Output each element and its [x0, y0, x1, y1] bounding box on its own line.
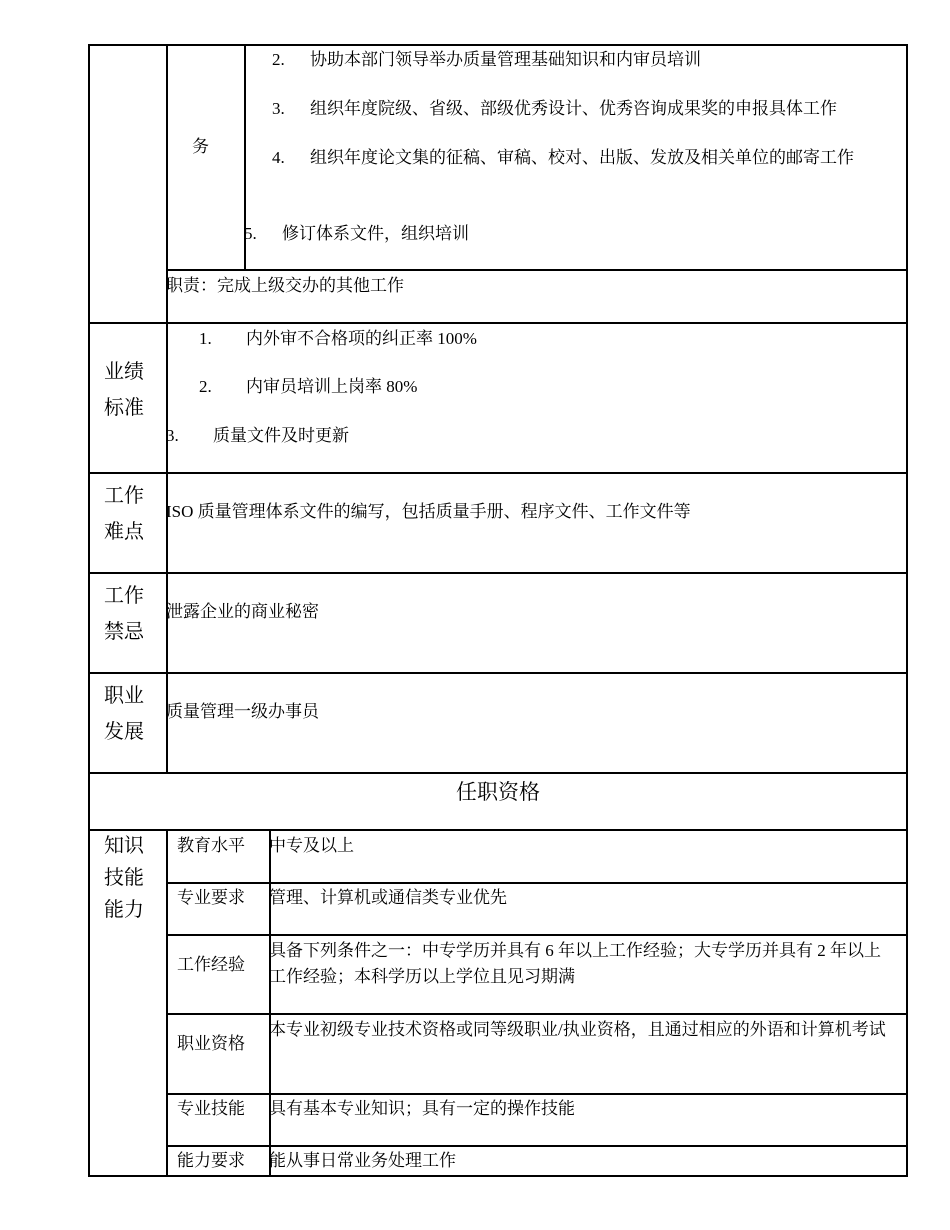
performance-item-text: 内外审不合格项的纠正率 100% [246, 329, 477, 348]
qual-row-value: 管理、计算机或通信类专业优先 [269, 888, 507, 907]
duty-item-text: 组织年度院级、省级、部级优秀设计、优秀咨询成果奖的申报具体工作 [310, 99, 837, 118]
qual-row-label: 专业技能 [177, 1099, 245, 1118]
career-text: 质量管理一级办事员 [166, 702, 319, 721]
row-divider-qual-title [88, 772, 908, 774]
qual-row-value: 具备下列条件之一：中专学历并具有 6 年以上工作经验；大专学历并具有 2 年以上工作经验；本科学历以上学位且见习期满 [269, 941, 881, 986]
table-border-right [906, 44, 908, 1177]
table-border-top [88, 44, 908, 46]
performance-item [166, 426, 349, 446]
taboo-label: 工作禁忌 [104, 585, 144, 643]
row-divider-difficulty [88, 472, 908, 474]
row-divider-career [88, 672, 908, 674]
performance-item-number: 3. [166, 426, 179, 445]
difficulty-text: ISO 质量管理体系文件的编写，包括质量手册、程序文件、工作文件等 [166, 502, 691, 521]
qual-row-label: 能力要求 [177, 1151, 245, 1170]
duties-label: 务 [192, 137, 209, 156]
qual-row-label: 职业资格 [177, 1034, 245, 1053]
qual-row-value: 具有基本专业知识；具有一定的操作技能 [269, 1099, 575, 1118]
qual-row-label: 专业要求 [177, 888, 245, 907]
difficulty-label: 工作难点 [104, 485, 144, 543]
performance-item-text: 内审员培训上岗率 80% [246, 377, 418, 396]
qual-row-value: 中专及以上 [269, 836, 354, 855]
duty-item-number: 3. [272, 99, 285, 118]
qual-row-divider-1 [166, 882, 907, 884]
qual-row-value: 能从事日常业务处理工作 [269, 1151, 456, 1170]
duty-item [244, 224, 469, 244]
performance-label: 业绩标准 [104, 361, 144, 419]
taboo-text: 泄露企业的商业秘密 [166, 602, 319, 621]
row-divider-taboo [88, 572, 908, 574]
duty-item [272, 145, 894, 171]
duty-item-text: 组织年度论文集的征稿、审稿、校对、出版、发放及相关单位的邮寄工作 [310, 148, 854, 167]
table-border-left [88, 44, 90, 1177]
duty-other-text: 职责：完成上级交办的其他工作 [166, 276, 404, 295]
row-divider-performance [88, 322, 908, 324]
table-border-bottom [88, 1175, 908, 1177]
row-divider-qual-start [88, 829, 908, 831]
duty-other-divider [166, 269, 907, 271]
performance-item [199, 329, 477, 349]
performance-item-number: 2. [199, 377, 212, 396]
duty-item [272, 99, 837, 119]
qualification-side-label: 知识技能能力 [104, 835, 144, 921]
label-column-divider [166, 44, 168, 774]
duty-item [272, 50, 701, 70]
qual-row-divider-4 [166, 1093, 907, 1095]
duty-item-text: 修订体系文件，组织培训 [282, 224, 469, 243]
qualification-title: 任职资格 [456, 780, 540, 804]
duty-item-text: 协助本部门领导举办质量管理基础知识和内审员培训 [310, 50, 701, 69]
qual-row-divider-2 [166, 934, 907, 936]
performance-item [199, 377, 417, 397]
performance-item-text: 质量文件及时更新 [213, 426, 349, 445]
qual-row-value: 本专业初级专业技术资格或同等级职业/执业资格，且通过相应的外语和计算机考试 [269, 1020, 886, 1039]
duty-item-number: 2. [272, 50, 285, 69]
career-label: 职业发展 [104, 685, 144, 743]
qual-row-divider-3 [166, 1013, 907, 1015]
performance-item-number: 1. [199, 329, 212, 348]
qual-row-divider-5 [166, 1145, 907, 1147]
duty-item-number: 5. [244, 224, 257, 243]
qual-row-label: 工作经验 [177, 955, 245, 974]
duty-item-number: 4. [272, 148, 285, 167]
qual-row-label: 教育水平 [177, 836, 245, 855]
